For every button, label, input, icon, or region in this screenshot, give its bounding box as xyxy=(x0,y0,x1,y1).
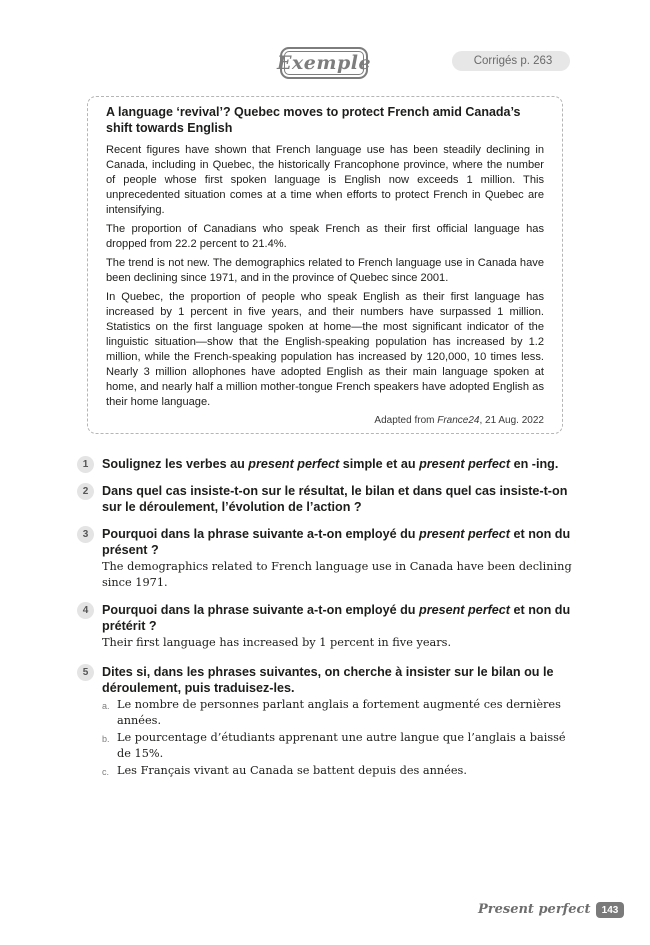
article-paragraph-4: In Quebec, the proportion of people who speak English as their first language has increased by 1 percent in five years, and their numbers have surpassed 1 million. Statistics on the first language spoken at home—the most significant indicator of the linguistic situation—show that the English-speaking population has increased by 1.2 million, while the French-speaking population has increased by 120,000, 10 times less. Nearly 3 million allophones have adopted English as their main language spoken at home, and nearly half a million mother-tongue French speakers have adopted English as their home language. xyxy=(106,291,544,408)
question-5-text: Dites si, dans les phrases suivantes, on cherche à insister sur le bilan ou le déroulement, puis traduisez-les. xyxy=(102,665,554,695)
source-prefix: Adapted from xyxy=(374,415,438,426)
question-3-text xyxy=(102,526,577,558)
q1-part3: en -ing. xyxy=(510,457,559,471)
q3-italic1: present perfect xyxy=(419,527,510,541)
question-5 xyxy=(77,664,577,779)
question-4-example: Their first language has increased by 1 percent in five years. xyxy=(102,636,452,649)
article-paragraph-3: The trend is not new. The demographics related to French language use in Canada have been declining since 1971, and in the province of Quebec since 2001. xyxy=(106,257,544,284)
question-number-badge: 4 xyxy=(77,602,94,619)
q1-part1: Soulignez les verbes au xyxy=(102,457,249,471)
q4-part1: Pourquoi dans la phrase suivante a-t-on employé du xyxy=(102,603,419,617)
sub-item-c xyxy=(102,763,577,779)
q4-part2: et non du prétérit ? xyxy=(102,603,571,633)
question-2 xyxy=(77,483,577,515)
article-title: A language ‘revival’? Quebec moves to protect French amid Canada’s shift towards English xyxy=(106,105,521,135)
exemple-badge xyxy=(276,47,372,79)
q3-part2: et non du présent ? xyxy=(102,527,571,557)
source-date: , 21 Aug. 2022 xyxy=(479,415,544,426)
question-3 xyxy=(77,526,577,591)
sub-item-letter: b. xyxy=(102,734,110,744)
article-source xyxy=(106,414,544,427)
footer-page-number: 143 xyxy=(596,902,624,918)
sub-item-b xyxy=(102,730,577,762)
sub-item-text: Le pourcentage d’étudiants apprenant une autre langue que l’anglais a baissé de 15%. xyxy=(117,731,566,760)
question-number-badge: 5 xyxy=(77,664,94,681)
q1-italic1: present perfect xyxy=(248,457,340,471)
q3-part1: Pourquoi dans la phrase suivante a-t-on employé du xyxy=(102,527,419,541)
article-box xyxy=(87,96,563,434)
question-3-example: The demographics related to French language use in Canada have been declining since 1971. xyxy=(102,560,572,589)
article-paragraph-2: The proportion of Canadians who speak French as their first official language has dropped from 22.2 percent to 21.4%. xyxy=(106,223,544,250)
sub-item-letter: c. xyxy=(102,767,110,777)
sub-item-text: Les Français vivant au Canada se battent depuis des années. xyxy=(117,764,467,777)
footer-section-title: Present perfect xyxy=(478,902,591,917)
question-number-badge: 3 xyxy=(77,526,94,543)
q1-part2: simple et au xyxy=(339,457,420,471)
q4-italic1: present perfect xyxy=(419,603,510,617)
corriges-label: Corrigés p. 263 xyxy=(473,55,553,67)
question-4-text xyxy=(102,602,577,634)
q1-italic2: present perfect xyxy=(419,457,511,471)
exemple-badge-label: Exemple xyxy=(276,52,372,74)
sub-item-text: Le nombre de personnes parlant anglais a fortement augmenté ces dernières années. xyxy=(117,698,561,727)
question-number-badge: 2 xyxy=(77,483,94,500)
sub-item-a xyxy=(102,697,577,729)
question-1-text xyxy=(102,456,577,472)
source-publication: France24 xyxy=(437,415,480,426)
question-number-badge: 1 xyxy=(77,456,94,473)
question-2-text: Dans quel cas insiste-t-on sur le résultat, le bilan et dans quel cas insiste-t-on sur le déroulement, l’évolution de l’action ? xyxy=(102,484,568,514)
article-paragraph-1: Recent figures have shown that French language use has been steadily declining in Canada, including in Quebec, the historically Francophone province, where the number of people whose first spoken language is English now exceeds 1 million. This unprecedented situation comes at a time when efforts to protect French in Quebec are intensifying. xyxy=(106,144,544,216)
question-4 xyxy=(77,602,577,651)
question-1 xyxy=(77,456,577,472)
corriges-reference xyxy=(452,51,570,71)
sub-item-letter: a. xyxy=(102,701,110,711)
